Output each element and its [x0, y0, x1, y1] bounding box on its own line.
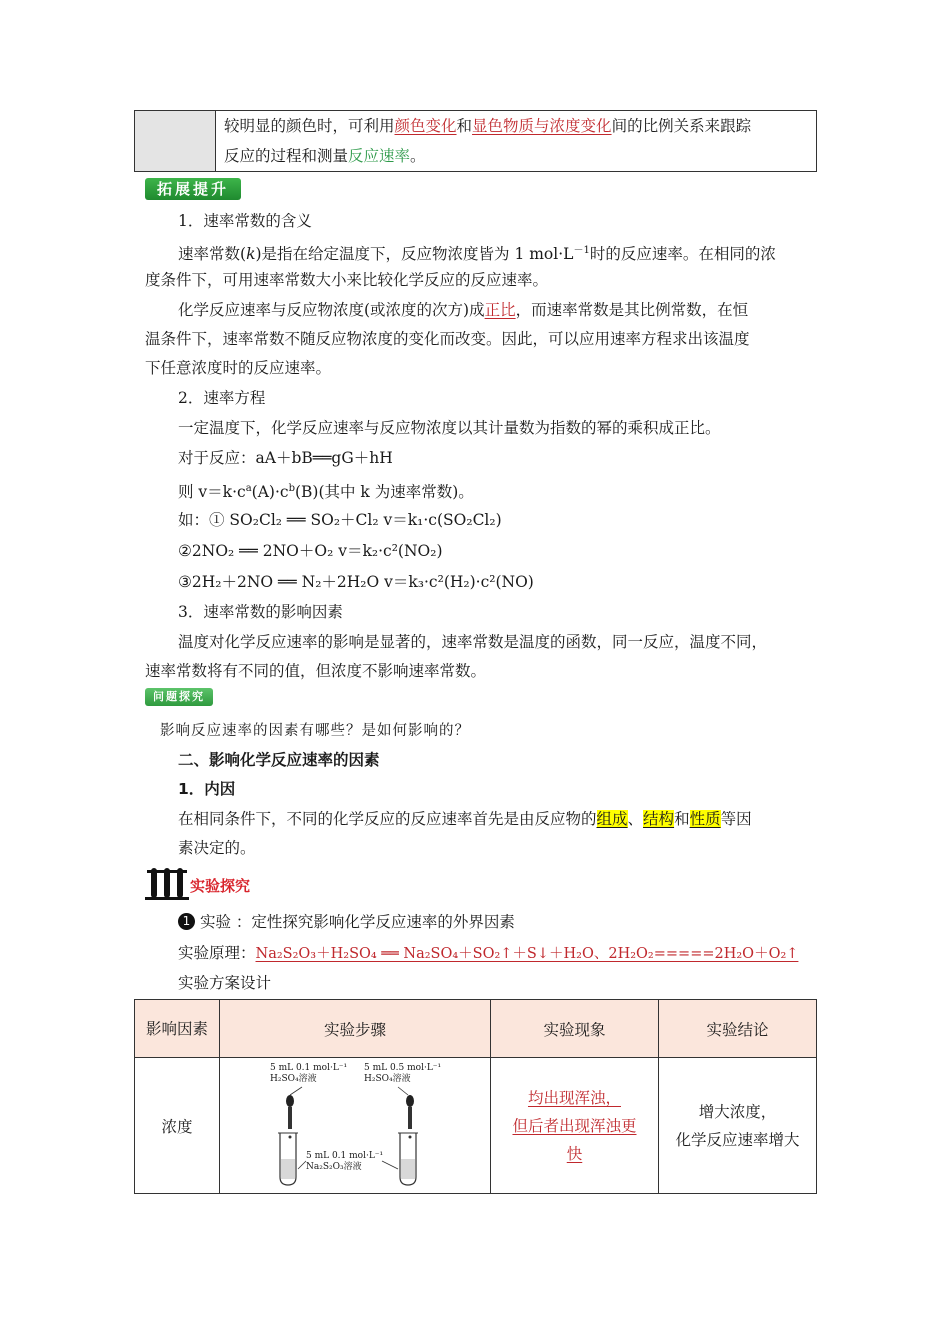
tube2-label: 5 mL 0.5 mol·L⁻¹ H₂SO₄溶液 — [364, 1062, 442, 1084]
experiment-number-badge: 1 — [178, 913, 195, 930]
extend-badge: 拓展提升 — [145, 178, 241, 200]
tube1-label: 5 mL 0.1 mol·L⁻¹ H₂SO₄溶液 — [270, 1062, 348, 1084]
top-table-line-1: 较明显的颜色时，可利用颜色变化和显色物质与浓度变化间的比例关系来跟踪 — [224, 117, 752, 135]
s1-p2-line1: 化学反应速率与反应物浓度(或浓度的次方)成正比，而速率常数是其比例常数，在恒 — [178, 301, 749, 319]
s2-title: 2．速率方程 — [178, 389, 266, 407]
experiment-title: 实验 ：定性探究影响化学反应速率的外界因素 — [200, 913, 515, 931]
row-factor-cell: 浓度 — [135, 1058, 220, 1194]
row-phenomenon-cell: 均出现浑浊， 但后者出现浑浊更 快 — [491, 1058, 659, 1194]
inner-factor-title: 1．内因 — [178, 780, 236, 798]
s1-p1-line1: 速率常数(k)是指在给定温度下，反应物浓度皆为 1 $mol\cdot L^{-1}$时的反应速率。在相同的浓 — [178, 245, 776, 264]
inner-line1: 在相同条件下，不同的化学反应的反应速率首先是由反应物的组成、结构和性质等因 — [178, 810, 752, 828]
s2-rate-equation: 则 $v=k\cdot c^a(A)\cdot c^b(B)$(其中 k 为速率常数)。 — [178, 483, 474, 502]
top-table — [134, 110, 817, 172]
top-table-content-cell — [216, 111, 817, 172]
s1-p2-line2: 温条件下，速率常数不随反应物浓度的变化而改变。因此，可以应用速率方程求出该温度 — [145, 330, 750, 348]
s2-example-3: ③2H₂＋2NO ══ N₂＋2H₂O v＝k₃·c²(H₂)·c²(NO) — [178, 573, 534, 591]
question-badge: 问题探究 — [145, 688, 213, 706]
header-steps: 实验步骤 — [220, 1000, 491, 1058]
experiment-table — [134, 999, 817, 1194]
apparatus-figure — [220, 1059, 488, 1193]
s1-p2-line3: 下任意浓度时的反应速率。 — [145, 359, 332, 377]
section-2-title: 二、影响化学反应速率的因素 — [178, 751, 380, 769]
s1-p1-line2: 度条件下，可用速率常数大小来比较化学反应的反应速率。 — [145, 271, 549, 289]
header-factor: 影响因素 — [135, 1000, 220, 1058]
s3-title: 3．速率常数的影响因素 — [178, 603, 343, 621]
experiment-principle: 实验原理：Na₂S₂O₃＋H₂SO₄ ══ Na₂SO₄＋SO₂↑＋S↓＋H₂O、2H₂O₂=====2H₂O＋O₂↑ — [178, 944, 799, 962]
inner-line2: 素决定的。 — [178, 839, 256, 857]
s3-line1: 温度对化学反应速率的影响是显著的，速率常数是温度的函数，同一反应，温度不同， — [178, 633, 768, 651]
s1-title: 1．速率常数的含义 — [178, 212, 312, 230]
s2-example-1: 如：① SO₂Cl₂ ══ SO₂＋Cl₂ v＝k₁·c(SO₂Cl₂) — [178, 511, 502, 529]
s2-example-2: ②2NO₂ ══ 2NO＋O₂ v＝k₂·c²(NO₂) — [178, 542, 443, 560]
row-conclusion-cell: 增大浓度， 化学反应速率增大 — [659, 1058, 817, 1194]
header-phenomenon: 实验现象 — [491, 1000, 659, 1058]
s2-p1: 一定温度下，化学反应速率与反应物浓度以其计量数为指数的幂的乘积成正比。 — [178, 419, 721, 437]
question-text: 影响反应速率的因素有哪些？是如何影响的？ — [160, 723, 470, 739]
experiment-design-label: 实验方案设计 — [178, 974, 272, 992]
test-tube-rack-icon — [145, 866, 189, 906]
s3-line2: 速率常数将有不同的值，但浓度不影响速率常数。 — [145, 662, 487, 680]
experiment-badge: 实验探究 — [190, 877, 251, 895]
row-steps-cell — [220, 1058, 491, 1194]
header-conclusion: 实验结论 — [659, 1000, 817, 1058]
test-tubes-drawing — [220, 1059, 488, 1193]
s2-reaction: 对于反应：aA＋bB══gG＋hH — [178, 449, 393, 467]
top-table-line-2: 反应的过程和测量反应速率。 — [224, 147, 426, 165]
na2s2o3-label: 5 mL 0.1 mol·L⁻¹ Na₂S₂O₃溶液 — [306, 1150, 384, 1172]
top-table-header-cell — [135, 111, 216, 172]
